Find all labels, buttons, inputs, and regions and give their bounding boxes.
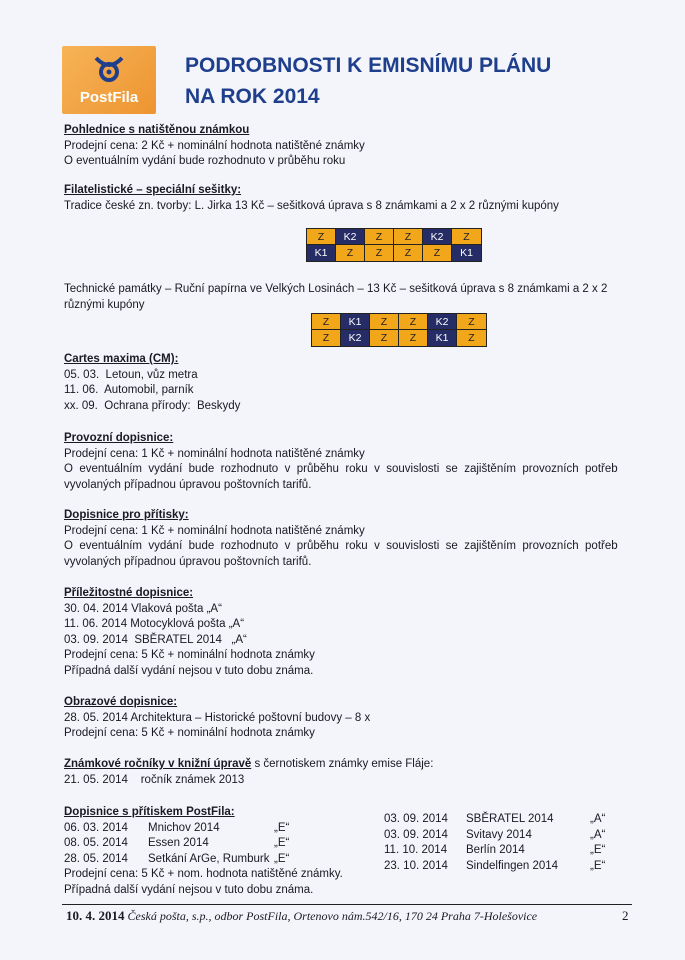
- section-heading: Cartes maxima (CM):: [64, 353, 179, 365]
- stamp-cell: Z: [370, 314, 399, 330]
- coupon-cell: K1: [428, 330, 457, 346]
- coupon-cell: K2: [428, 314, 457, 330]
- text-line: 28. 05. 2014 Architektura – Historické poštovní budovy – 8 x: [64, 711, 371, 724]
- stamp-cell: Z: [312, 314, 341, 330]
- stamp-cell: Z: [312, 330, 341, 346]
- item-date: 28. 05. 2014: [64, 852, 128, 865]
- list-item: [64, 821, 289, 837]
- postfila-logo: [62, 46, 156, 114]
- section-heading: Dopisnice pro přítisky:: [64, 509, 189, 521]
- section-heading: Pohlednice s natištěnou známkou: [64, 124, 250, 136]
- stamp-cell: Z: [399, 330, 428, 346]
- text-line: Prodejní cena: 5 Kč + nominální hodnota známky: [64, 727, 315, 739]
- stamp-cell: Z: [452, 229, 481, 245]
- text-line: Prodejní cena: 5 Kč + nominální hodnota známky: [64, 649, 315, 661]
- coupon-cell: K2: [336, 229, 365, 245]
- section-sesitky: [64, 183, 629, 214]
- footer-address: Česká pošta, s.p., odbor PostFila, Ortenovo nám.542/16, 170 24 Praha 7-Holešovice: [127, 909, 538, 923]
- stamp-cell: Z: [394, 229, 423, 245]
- item-name: Berlín 2014: [466, 844, 525, 856]
- stamp-cell: Z: [423, 245, 452, 261]
- section-obrazove-dopisnice: [64, 695, 629, 742]
- item-name: Mnichov 2014: [148, 821, 220, 834]
- text-line: 03. 09. 2014 SBĚRATEL 2014 „A“: [64, 633, 247, 646]
- text-line: 11. 06. Automobil, parník: [64, 384, 194, 396]
- stamp-cell: Z: [365, 229, 394, 245]
- title-line-1: PODROBNOSTI K EMISNÍMU PLÁNU: [185, 54, 552, 77]
- item-date: 03. 09. 2014: [384, 813, 448, 825]
- text-line: O eventuálním vydání bude rozhodnuto v průběhu roku: [64, 155, 346, 167]
- stamp-cell: Z: [336, 245, 365, 261]
- section-prilezitostne-dopisnice: [64, 586, 629, 679]
- text-line: vyvolaných případnou úpravou poštovních tarifů.: [64, 555, 312, 568]
- section-sesitky-2: [64, 282, 629, 313]
- title-line-2: NA ROK 2014: [185, 85, 320, 108]
- coupon-cell: K1: [307, 245, 336, 261]
- section-heading: Známkové ročníky v knižní úpravě: [64, 758, 252, 770]
- text-line: Tradice české zn. tvorby: L. Jirka 13 Kč – sešitková úprava s 8 známkami a 2 x 2 různými kupóny: [64, 199, 559, 212]
- section-cartes-maxima: [64, 352, 629, 414]
- section-heading: Dopisnice s přítiskem PostFila:: [64, 806, 235, 818]
- page-number: 2: [622, 908, 629, 923]
- item-code: „A“: [590, 828, 606, 841]
- text-line: Prodejní cena: 1 Kč + nominální hodnota natištěné známky: [64, 447, 365, 460]
- list-item: [384, 843, 605, 859]
- item-code: „E“: [590, 844, 606, 856]
- list-item: [384, 828, 605, 844]
- section-heading: Provozní dopisnice:: [64, 432, 174, 444]
- footer-date: 10. 4. 2014: [66, 908, 125, 923]
- postfila-list-left: [64, 821, 289, 868]
- stamp-cell: Z: [457, 314, 486, 330]
- item-name: Essen 2014: [148, 837, 209, 849]
- item-date: 06. 03. 2014: [64, 821, 128, 834]
- list-item: [64, 852, 289, 868]
- item-code: „A“: [590, 813, 606, 825]
- text-line: 21. 05. 2014 ročník známek 2013: [64, 773, 245, 786]
- stamp-cell: Z: [365, 245, 394, 261]
- text-line: vyvolaných případnou úpravou poštovních tarifů.: [64, 478, 312, 491]
- text-line: O eventuálním vydání bude rozhodnuto v průběhu roku v souvislosti se zajištěním provozních potřeb: [64, 540, 618, 552]
- section-pohlednice: [64, 123, 629, 170]
- section-heading: Příležitostné dopisnice:: [64, 587, 194, 599]
- item-code: „E“: [274, 852, 290, 865]
- list-item: [384, 812, 605, 828]
- stamp-cell: Z: [307, 229, 336, 245]
- item-date: 03. 09. 2014: [384, 828, 448, 841]
- stamp-cell: Z: [399, 314, 428, 330]
- text-line: Prodejní cena: 5 Kč + nom. hodnota natištěné známky.: [64, 868, 343, 880]
- item-code: „E“: [590, 859, 606, 872]
- text-line: Prodejní cena: 1 Kč + nominální hodnota natištěné známky: [64, 524, 365, 537]
- section-znamkove-rocniky: [64, 757, 629, 788]
- text-line: Případná další vydání nejsou v tuto dobu známa.: [64, 664, 314, 677]
- post-horn-icon: [94, 54, 124, 84]
- coupon-cell: K1: [452, 245, 481, 261]
- heading-suffix: s černotiskem známky emise Fláje:: [251, 758, 434, 770]
- item-name: Setkání ArGe, Rumburk: [148, 852, 270, 865]
- text-line: Technické památky – Ruční papírna ve Velkých Losinách – 13 Kč – sešitková úprava s 8 známkami a 2 x 2: [64, 283, 608, 295]
- item-name: Svitavy 2014: [466, 828, 532, 841]
- item-date: 11. 10. 2014: [384, 844, 448, 856]
- text-line: O eventuálním vydání bude rozhodnuto v průběhu roku v souvislosti se zajištěním provozních potřeb: [64, 463, 618, 475]
- section-dopisnice-pritisky: [64, 508, 629, 570]
- booklet-layout-2: [311, 313, 487, 347]
- section-heading: Filatelistické – speciální sešitky:: [64, 184, 242, 196]
- text-line: xx. 09. Ochrana přírody: Beskydy: [64, 399, 241, 412]
- coupon-cell: K1: [341, 314, 370, 330]
- coupon-cell: K2: [341, 330, 370, 346]
- item-date: 23. 10. 2014: [384, 859, 448, 872]
- text-line: 05. 03. Letoun, vůz metra: [64, 368, 198, 381]
- text-line: 11. 06. 2014 Motocyklová pošta „A“: [64, 618, 245, 630]
- text-line: Případná další vydání nejsou v tuto dobu známa.: [64, 883, 314, 896]
- page-title: [185, 52, 551, 110]
- list-item: [64, 836, 289, 852]
- item-code: „E“: [274, 837, 290, 849]
- item-name: SBĚRATEL 2014: [466, 813, 554, 825]
- footer-divider: [62, 904, 632, 905]
- text-line: různými kupóny: [64, 298, 145, 311]
- item-name: Sindelfingen 2014: [466, 859, 559, 872]
- list-item: [384, 859, 605, 875]
- stamp-cell: Z: [394, 245, 423, 261]
- text-line: Prodejní cena: 2 Kč + nominální hodnota natištěné známky: [64, 139, 365, 152]
- item-code: „E“: [274, 821, 290, 834]
- section-dopisnice-postfila: [64, 805, 343, 898]
- logo-text: PostFila: [79, 89, 139, 106]
- postfila-list-right: [384, 812, 605, 874]
- section-heading: Obrazové dopisnice:: [64, 696, 178, 708]
- stamp-cell: Z: [370, 330, 399, 346]
- stamp-cell: Z: [457, 330, 486, 346]
- footer: [66, 908, 537, 925]
- section-provozni-dopisnice: [64, 431, 629, 493]
- booklet-layout-1: [306, 228, 482, 262]
- item-date: 08. 05. 2014: [64, 837, 128, 849]
- coupon-cell: K2: [423, 229, 452, 245]
- text-line: 30. 04. 2014 Vlaková pošta „A“: [64, 602, 222, 615]
